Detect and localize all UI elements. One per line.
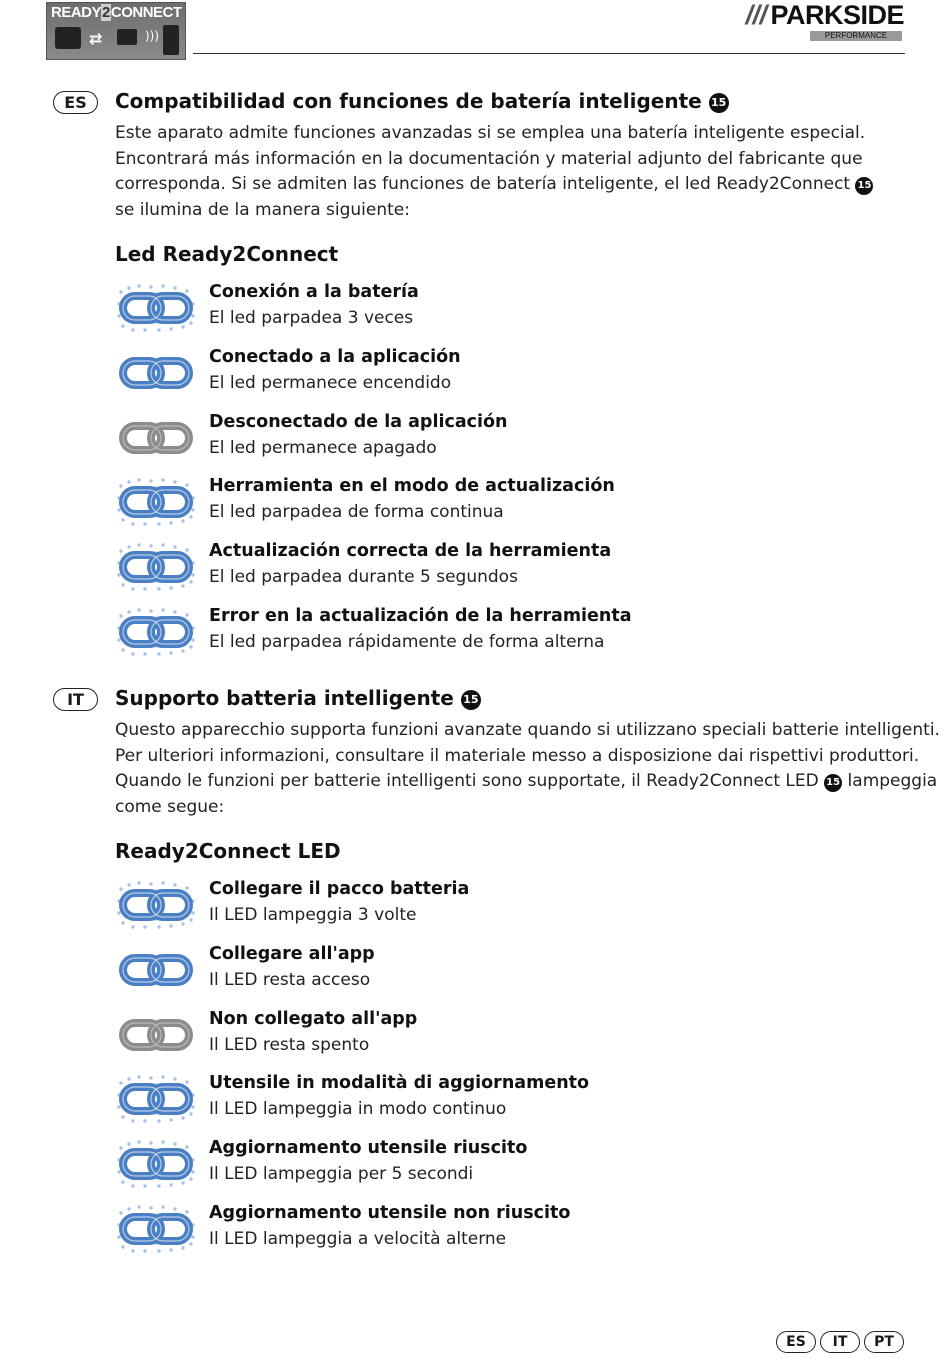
section-title-it: Supporto batteria intelligente 15	[115, 686, 481, 710]
lang-badge-es: ES	[53, 91, 98, 114]
section-title-es: Compatibilidad con funciones de batería inteligente 15	[115, 89, 729, 113]
intro-paragraph-es: Este aparato admite funciones avanzadas si se emplea una batería inteligente especial. Encontrará más información en la documentación y material adjunto del fabricante que corresponda. Si se admiten las funciones de batería inteligente, el led Ready2Connect 15 se ilumina de la manera siguiente:	[115, 121, 873, 224]
led-status-item	[115, 1073, 895, 1129]
led-status-item	[115, 412, 895, 468]
led-status-item	[115, 1203, 895, 1259]
reference-number: 15	[461, 690, 481, 710]
led-status-item	[115, 282, 895, 338]
badge-title: READY2CONNECT	[51, 4, 182, 21]
transfer-arrows-icon: ⇄	[89, 29, 103, 48]
brand-subline: PERFORMANCE	[810, 31, 902, 41]
led-status-description: Il LED lampeggia a velocità alterne	[209, 1229, 507, 1249]
led-status-description: El led parpadea durante 5 segundos	[209, 567, 518, 588]
led-status-description: Il LED resta acceso	[209, 969, 371, 990]
subheading-es: Led Ready2Connect	[115, 242, 339, 266]
led-status-title: Non collegato all'app	[209, 1008, 418, 1029]
footer-lang-pt[interactable]: PT	[864, 1331, 904, 1353]
led-status-title: Conexión a la batería	[209, 282, 419, 302]
led-status-title: Desconectado de la aplicación	[209, 411, 508, 432]
battery-icon	[117, 29, 137, 45]
led-status-item	[115, 879, 895, 935]
led-status-item	[115, 541, 895, 597]
led-status-title: Conectado a la aplicación	[209, 346, 461, 367]
led-status-description: El led parpadea rápidamente de forma alterna	[209, 632, 605, 652]
footer-language-nav	[772, 1331, 904, 1355]
footer-lang-it[interactable]: IT	[820, 1331, 860, 1353]
smartphone-icon	[163, 25, 179, 55]
led-status-item	[115, 476, 895, 532]
reference-number: 15	[824, 774, 842, 792]
led-status-title: Utensile in modalità di aggiornamento	[209, 1073, 590, 1094]
led-status-item	[115, 1138, 895, 1194]
led-status-item	[115, 1009, 895, 1065]
led-status-title: Actualización correcta de la herramienta	[209, 541, 612, 562]
intro-paragraph-it: Questo apparecchio supporta funzioni avanzate quando si utilizzano speciali batterie intelligenti. Per ulteriori informazioni, consultare il materiale messo a disposizione dai rispettivi produttori. Quando le funzioni per batterie intelligenti sono supportate, il Ready2Connect LED 15 lampeggia come segue:	[115, 720, 940, 818]
led-status-title: Collegare all'app	[209, 943, 375, 964]
led-status-description: El led permanece encendido	[209, 372, 452, 393]
reference-number: 15	[709, 93, 729, 113]
led-status-description: Il LED lampeggia 3 volte	[209, 905, 417, 925]
led-status-item	[115, 944, 895, 1000]
led-status-description: El led permanece apagado	[209, 437, 437, 458]
led-status-item	[115, 606, 895, 662]
led-status-item	[115, 347, 895, 403]
led-status-description: El led parpadea de forma continua	[209, 502, 504, 523]
ready2connect-badge	[46, 2, 186, 60]
footer-lang-es[interactable]: ES	[776, 1331, 816, 1353]
led-status-description: El led parpadea 3 veces	[209, 308, 414, 328]
wireless-icon: )))	[145, 29, 160, 43]
led-status-title: Aggiornamento utensile non riuscito	[209, 1203, 571, 1223]
drill-icon	[55, 27, 81, 49]
led-status-title: Error en la actualización de la herramienta	[209, 606, 632, 626]
led-status-description: Il LED lampeggia per 5 secondi	[209, 1164, 474, 1185]
led-status-title: Herramienta en el modo de actualización	[209, 476, 615, 497]
led-status-description: Il LED lampeggia in modo continuo	[209, 1099, 507, 1120]
header-divider	[193, 53, 905, 54]
brand-logo: /// PARKSIDE	[745, 0, 904, 30]
lang-badge-it: IT	[53, 688, 98, 711]
subheading-it: Ready2Connect LED	[115, 839, 341, 863]
led-status-title: Collegare il pacco batteria	[209, 879, 470, 899]
led-status-title: Aggiornamento utensile riuscito	[209, 1138, 528, 1159]
reference-number: 15	[855, 177, 873, 195]
led-status-description: Il LED resta spento	[209, 1034, 370, 1055]
